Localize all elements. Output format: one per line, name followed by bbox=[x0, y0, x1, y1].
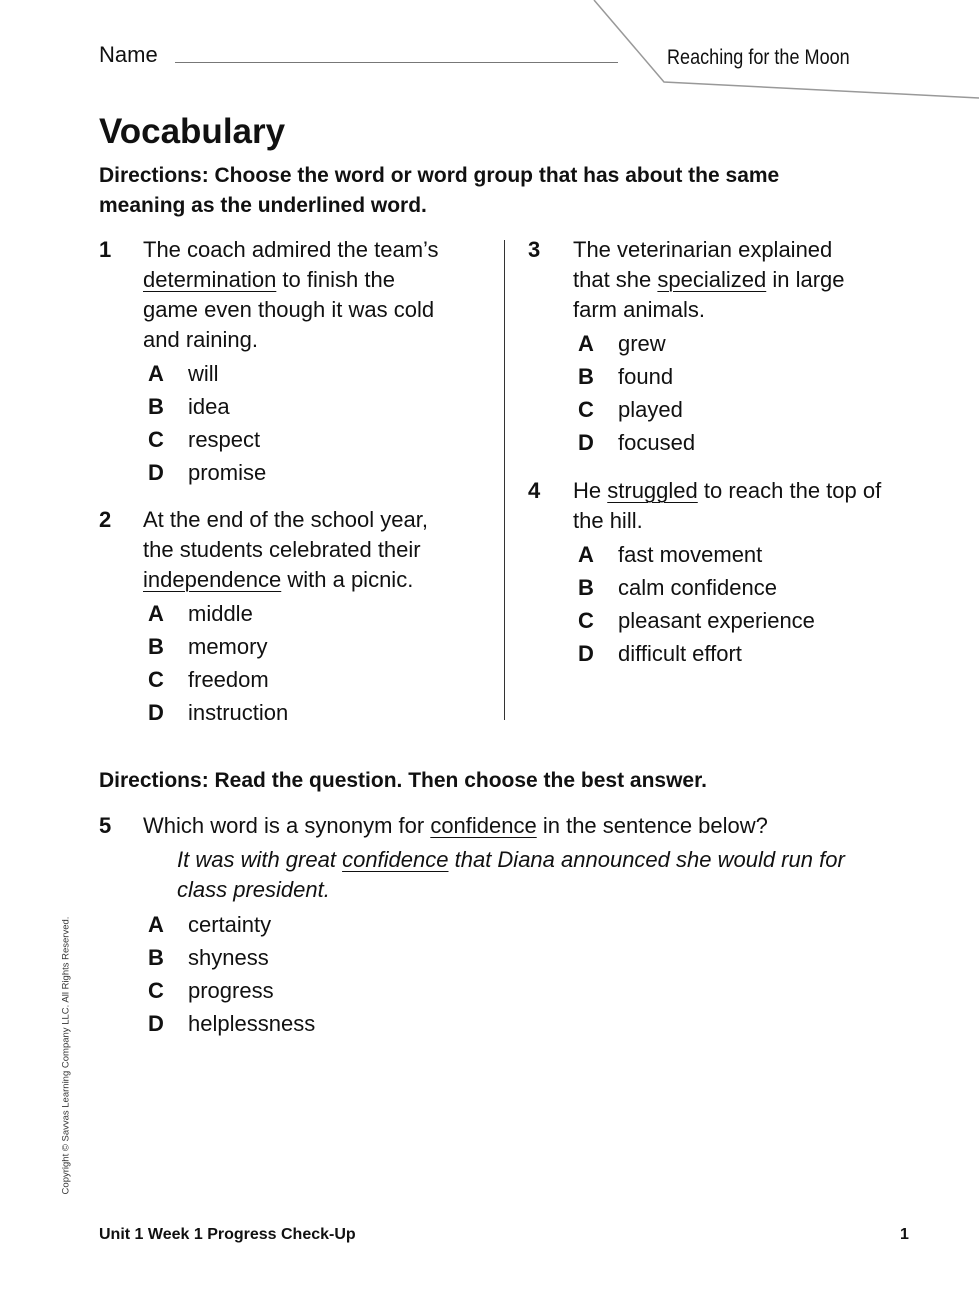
option-letter: A bbox=[578, 542, 594, 567]
option-text: will bbox=[188, 361, 219, 386]
option-letter: D bbox=[148, 1011, 164, 1036]
stem-text: It was with great bbox=[177, 847, 343, 872]
option-text: progress bbox=[188, 978, 274, 1003]
question-number: 5 bbox=[99, 813, 112, 838]
name-label: Name bbox=[99, 42, 158, 67]
option-text: instruction bbox=[188, 700, 289, 725]
option-letter: A bbox=[578, 331, 594, 356]
option-letter: C bbox=[148, 427, 164, 452]
option-letter: C bbox=[578, 397, 594, 422]
option-text: grew bbox=[618, 331, 666, 356]
option-letter: C bbox=[148, 667, 164, 692]
stem-text: At the end of the school year, bbox=[143, 507, 428, 532]
question-stem-line bbox=[143, 565, 413, 595]
footer-title: Unit 1 Week 1 Progress Check-Up bbox=[99, 1226, 356, 1243]
stem-text: and raining. bbox=[143, 327, 258, 352]
stem-text: Which word is a synonym for bbox=[143, 813, 431, 838]
option-letter: A bbox=[148, 912, 164, 937]
stem-text: to finish the bbox=[276, 267, 395, 292]
question-number: 4 bbox=[528, 478, 541, 503]
option-letter: D bbox=[148, 460, 164, 485]
question-stem-line bbox=[143, 265, 395, 295]
question-number: 1 bbox=[99, 237, 112, 262]
directions-line: meaning as the underlined word. bbox=[99, 194, 427, 217]
option-text: memory bbox=[188, 634, 268, 659]
stem-text: the students celebrated their bbox=[143, 537, 421, 562]
option-letter: A bbox=[148, 361, 164, 386]
option-letter: B bbox=[148, 945, 164, 970]
underlined-word: confidence bbox=[430, 813, 537, 838]
story-title: Reaching for the Moon bbox=[667, 46, 850, 69]
option-text: found bbox=[618, 364, 674, 389]
stem-text: class president. bbox=[177, 877, 330, 902]
option-letter: D bbox=[148, 700, 164, 725]
option-letter: B bbox=[578, 575, 594, 600]
question-stem-line bbox=[573, 506, 643, 536]
question-stem-line bbox=[177, 875, 330, 905]
option-letter: A bbox=[148, 601, 164, 626]
option-text: played bbox=[618, 397, 683, 422]
stem-text: game even though it was cold bbox=[143, 297, 435, 322]
question-stem-line bbox=[573, 295, 705, 325]
option-letter: C bbox=[578, 608, 594, 633]
option-letter: B bbox=[148, 634, 164, 659]
directions-line: Directions: Choose the word or word group that has about the same bbox=[99, 164, 780, 187]
option-letter: B bbox=[578, 364, 594, 389]
option-letter: D bbox=[578, 641, 594, 666]
stem-text: with a picnic. bbox=[281, 567, 414, 592]
option-text: difficult effort bbox=[618, 641, 742, 666]
directions-1 bbox=[99, 161, 779, 221]
question-number: 3 bbox=[528, 237, 541, 262]
underlined-word: confidence bbox=[342, 847, 449, 872]
stem-text: that Diana announced she would run for bbox=[448, 847, 845, 872]
question-stem-line bbox=[177, 845, 845, 875]
option-text: focused bbox=[618, 430, 696, 455]
option-text: fast movement bbox=[618, 542, 763, 567]
option-text: respect bbox=[188, 427, 261, 452]
stem-text: The veterinarian explained bbox=[573, 237, 833, 262]
column-divider bbox=[504, 240, 505, 720]
option-text: certainty bbox=[188, 912, 272, 937]
page-number: 1 bbox=[900, 1226, 909, 1243]
stem-text: in large bbox=[766, 267, 845, 292]
option-text: freedom bbox=[188, 667, 269, 692]
option-text: middle bbox=[188, 601, 253, 626]
underlined-word: specialized bbox=[657, 267, 767, 292]
stem-text: in the sentence below? bbox=[536, 813, 768, 838]
directions-2: Directions: Read the question. Then choose the best answer. bbox=[99, 769, 707, 792]
option-letter: C bbox=[148, 978, 164, 1003]
option-text: helplessness bbox=[188, 1011, 316, 1036]
copyright: Copyright © Savvas Learning Company LLC. All Rights Reserved. bbox=[60, 916, 72, 1195]
stem-text: farm animals. bbox=[573, 297, 706, 322]
option-letter: D bbox=[578, 430, 594, 455]
question-stem-line bbox=[143, 295, 434, 325]
underlined-word: independence bbox=[143, 567, 282, 592]
option-letter: B bbox=[148, 394, 164, 419]
question-stem-line bbox=[143, 325, 258, 355]
underlined-word: struggled bbox=[607, 478, 698, 503]
option-text: calm confidence bbox=[618, 575, 777, 600]
option-text: promise bbox=[188, 460, 267, 485]
stem-text: The coach admired the team’s bbox=[143, 237, 439, 262]
option-text: idea bbox=[188, 394, 230, 419]
option-text: shyness bbox=[188, 945, 269, 970]
stem-text: that she bbox=[573, 267, 658, 292]
question-stem-line bbox=[573, 265, 845, 295]
question-stem-line bbox=[573, 476, 881, 506]
question-stem-line bbox=[143, 535, 421, 565]
question-stem-line bbox=[143, 811, 768, 841]
question-number: 2 bbox=[99, 507, 112, 532]
stem-text: the hill. bbox=[573, 508, 643, 533]
underlined-word: determination bbox=[143, 267, 277, 292]
question-stem-line bbox=[143, 505, 428, 535]
stem-text: He bbox=[573, 478, 608, 503]
page-title: Vocabulary bbox=[99, 112, 286, 151]
stem-text: to reach the top of bbox=[697, 478, 882, 503]
question-stem-line bbox=[143, 235, 439, 265]
option-text: pleasant experience bbox=[618, 608, 815, 633]
question-stem-line bbox=[573, 235, 832, 265]
